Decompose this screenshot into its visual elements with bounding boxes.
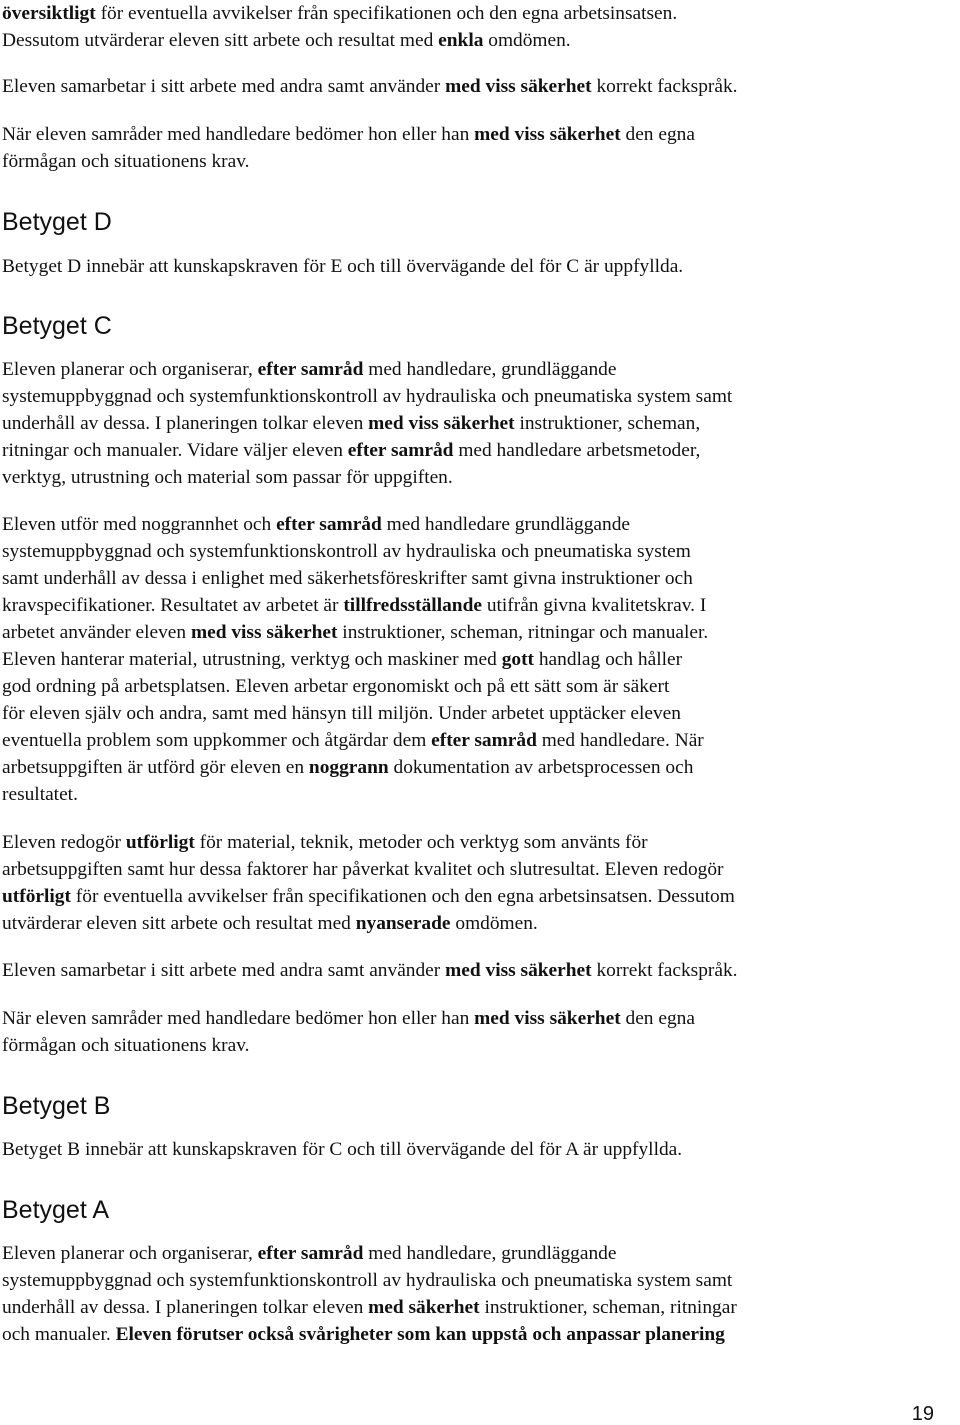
heading-betyget-c: Betyget C — [2, 312, 112, 340]
paragraph-e-reflection: översiktligt för eventuella avvikelser från specifikationen och den egna arbetsinsatsen. Dessutom utvärderar eleven sitt arbete och resultat med enkla omdömen. — [2, 3, 678, 51]
page-number: 19 — [911, 1403, 934, 1425]
paragraph-e-self-assessment: När eleven samråder med handledare bedömer hon eller han med viss säkerhet den egna förmågan och situationens krav. — [2, 124, 695, 172]
heading-betyget-b: Betyget B — [2, 1092, 111, 1120]
paragraph-a-planning: Eleven planerar och organiserar, efter samråd med handledare, grundläggande systemuppbyggnad och systemfunktionskontroll av hydrauliska och pneumatiska system samt underhåll av dessa. I planeringen tolkar eleven med säkerhet instruktioner, scheman, ritningar och manualer. Eleven förutser också svårigheter som kan uppstå och anpassar planering — [2, 1243, 737, 1345]
heading-betyget-a: Betyget A — [2, 1196, 110, 1224]
paragraph-c-execution: Eleven utför med noggrannhet och efter samråd med handledare grundläggande systemuppbyggnad och systemfunktionskontroll av hydrauliska och pneumatiska system samt underhåll av dessa i enlighet med säkerhetsföreskrifter samt givna instruktioner och kravspecifikationer. Resultatet av arbetet är tillfredsställande utifrån givna kvalitetskrav. I arbetet använder eleven med viss säkerhet instruktioner, scheman, ritningar och manualer. Eleven hanterar material, utrustning, verktyg och maskiner med gott handlag och håller god ordning på arbetsplatsen. Eleven arbetar ergonomiskt och på ett sätt som är säkert för eleven själv och andra, samt med hänsyn till miljön. Under arbetet upptäcker eleven eventuella problem som uppkommer och åtgärdar dem efter samråd med handledare. När arbetsuppgiften är utförd gör eleven en noggrann dokumentation av arbetsprocessen och resultatet. — [2, 514, 709, 805]
paragraph-c-reflection: Eleven redogör utförligt för material, teknik, metoder och verktyg som använts för arbetsuppgiften samt hur dessa faktorer har påverkat kvalitet och slutresultat. Eleven redogör utförligt för eventuella avvikelser från specifikationen och den egna arbetsinsatsen. Dessutom utvärderar eleven sitt arbete och resultat med nyanserade omdömen. — [2, 832, 735, 934]
paragraph-c-planning: Eleven planerar och organiserar, efter samråd med handledare, grundläggande systemuppbyggnad och systemfunktionskontroll av hydrauliska och pneumatiska system samt underhåll av dessa. I planeringen tolkar eleven med viss säkerhet instruktioner, scheman, ritningar och manualer. Vidare väljer eleven efter samråd med handledare arbetsmetoder, verktyg, utrustning och material som passar för uppgiften. — [2, 359, 733, 488]
paragraph-e-collaboration: Eleven samarbetar i sitt arbete med andra samt använder med viss säkerhet korrekt fackspråk. — [2, 76, 738, 97]
paragraph-d-summary: Betyget D innebär att kunskapskraven för E och till övervägande del för C är uppfyllda. — [2, 256, 684, 277]
paragraph-c-self-assessment: När eleven samråder med handledare bedömer hon eller han med viss säkerhet den egna förmågan och situationens krav. — [2, 1008, 695, 1056]
paragraph-b-summary: Betyget B innebär att kunskapskraven för C och till övervägande del för A är uppfyllda. — [2, 1139, 683, 1160]
heading-betyget-d: Betyget D — [2, 208, 112, 236]
paragraph-c-collaboration: Eleven samarbetar i sitt arbete med andra samt använder med viss säkerhet korrekt fackspråk. — [2, 960, 738, 981]
